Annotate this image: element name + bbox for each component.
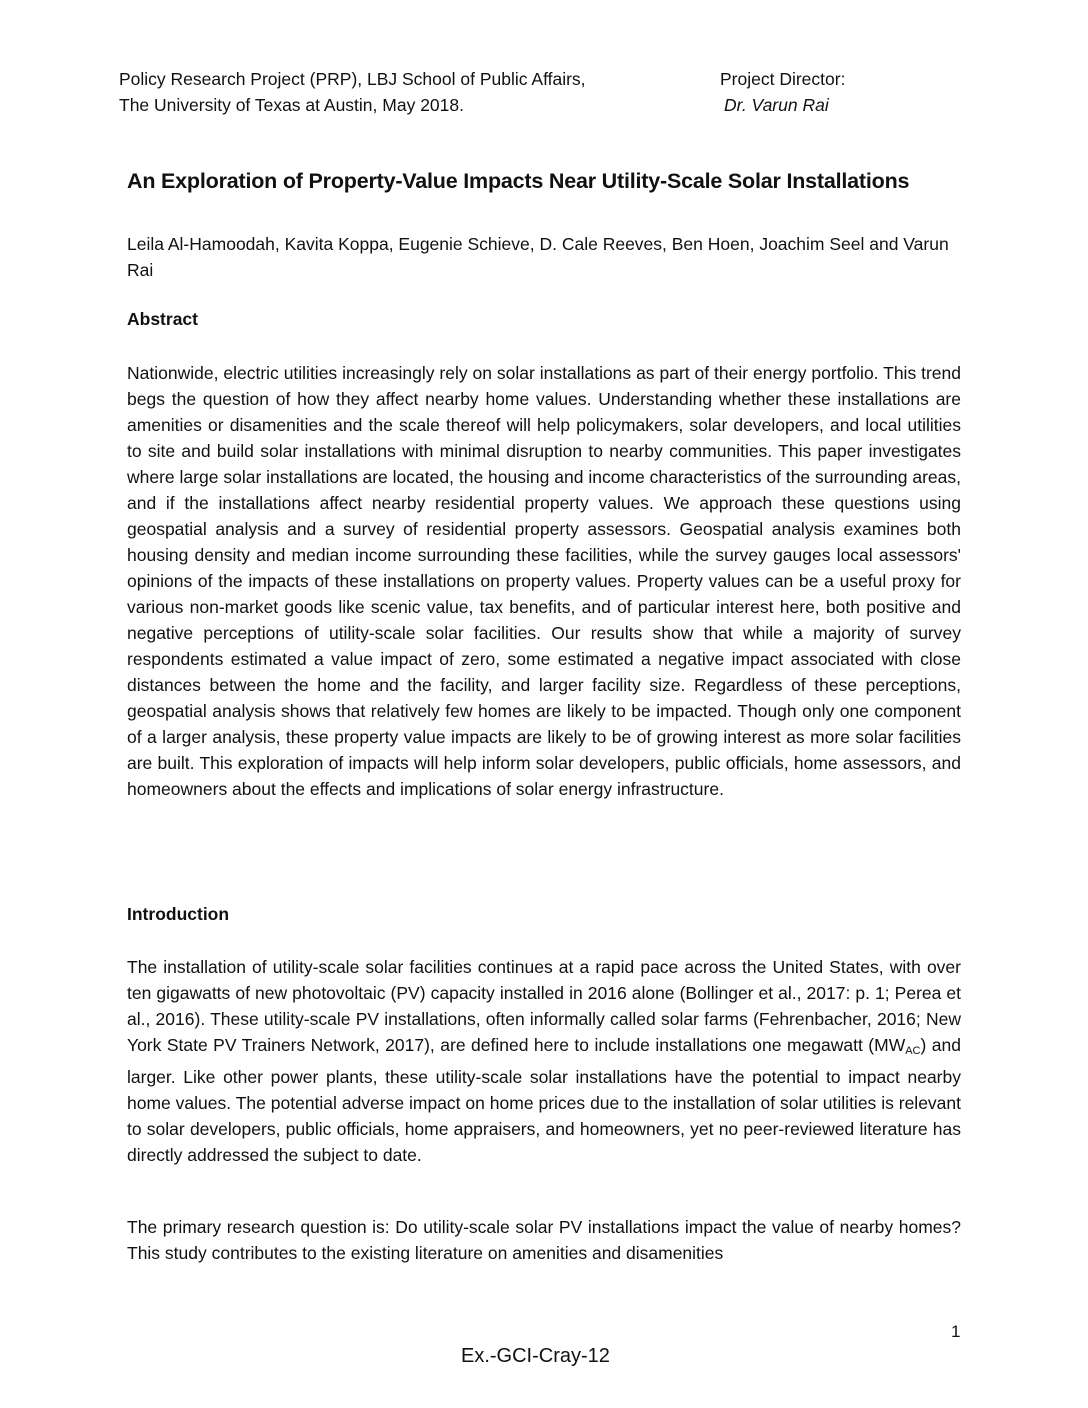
project-director-label: Project Director: xyxy=(720,69,846,89)
header-project-director xyxy=(720,66,845,118)
intro-p1-text-a: The installation of utility-scale solar facilities continues at a rapid pace across the United States, with over ten gigawatts of new photovoltaic (PV) capacity installed in 2016 alone (Bollinger et al., 2017: p. 1; Perea et al., 2016). These utility-scale PV installations, often informally called solar farms (Fehrenbacher, 2016; New York State PV Trainers Network, 2017), are defined here to include installations one megawatt (MW xyxy=(127,957,961,1055)
header-affiliation-line2: The University of Texas at Austin, May 2018. xyxy=(119,95,464,115)
page-number: 1 xyxy=(951,1322,961,1341)
ac-subscript: AC xyxy=(905,1045,921,1057)
header-affiliation-line1: Policy Research Project (PRP), LBJ School of Public Affairs, xyxy=(119,69,586,89)
abstract-heading: Abstract xyxy=(127,309,198,329)
header-affiliation xyxy=(119,66,586,118)
paper-title: An Exploration of Property-Value Impacts Near Utility-Scale Solar Installations xyxy=(127,169,910,193)
abstract-text: Nationwide, electric utilities increasingly rely on solar installations as part of their energy portfolio. This trend begs the question of how they affect nearby home values. Understanding whether these installations are amenities or disamenities and the scale thereof will help policymakers, solar developers, and local utilities to site and build solar installations with minimal disruption to nearby communities. This paper investigates where large solar installations are located, the housing and income characteristics of the surrounding areas, and if the installations affect nearby residential property values. We approach these questions using geospatial analysis and a survey of residential property assessors. Geospatial analysis examines both housing density and median income surrounding these facilities, while the survey gauges local assessors' opinions of the impacts of these installations on property values. Property values can be a useful proxy for various non-market goods like scenic value, tax benefits, and of particular interest here, both positive and negative perceptions of utility-scale solar facilities. Our results show that while a majority of survey respondents estimated a value impact of zero, some estimated a negative impact associated with close distances between the home and the facility, and larger facility size. Regardless of these perceptions, geospatial analysis shows that relatively few homes are likely to be impacted. Though only one component of a larger analysis, these property value impacts are likely to be of growing interest as more solar facilities are built. This exploration of impacts will help inform solar developers, public officials, home assessors, and homeowners about the effects and implications of solar energy infrastructure. xyxy=(127,363,961,799)
introduction-paragraph-2: The primary research question is: Do utility-scale solar PV installations impact the value of nearby homes? This study contributes to the existing literature on amenities and disamenities xyxy=(127,1217,961,1263)
intro-p1-text-b: ) and larger. Like other power plants, these utility-scale solar installations have the potential to impact nearby home values. The potential adverse impact on home prices due to the installation of solar utilities is relevant to solar developers, public officials, home appraisers, and homeowners, yet no peer-reviewed literature has directly addressed the subject to date. xyxy=(127,1035,961,1165)
project-director-name: Dr. Varun Rai xyxy=(724,95,829,115)
introduction-paragraph-1 xyxy=(127,954,961,1168)
exhibit-id: Ex.-GCI-Cray-12 xyxy=(461,1345,610,1367)
introduction-heading: Introduction xyxy=(127,904,230,924)
paper-authors: Leila Al-Hamoodah, Kavita Koppa, Eugenie Schieve, D. Cale Reeves, Ben Hoen, Joachim Seel and Varun Rai xyxy=(127,234,949,280)
